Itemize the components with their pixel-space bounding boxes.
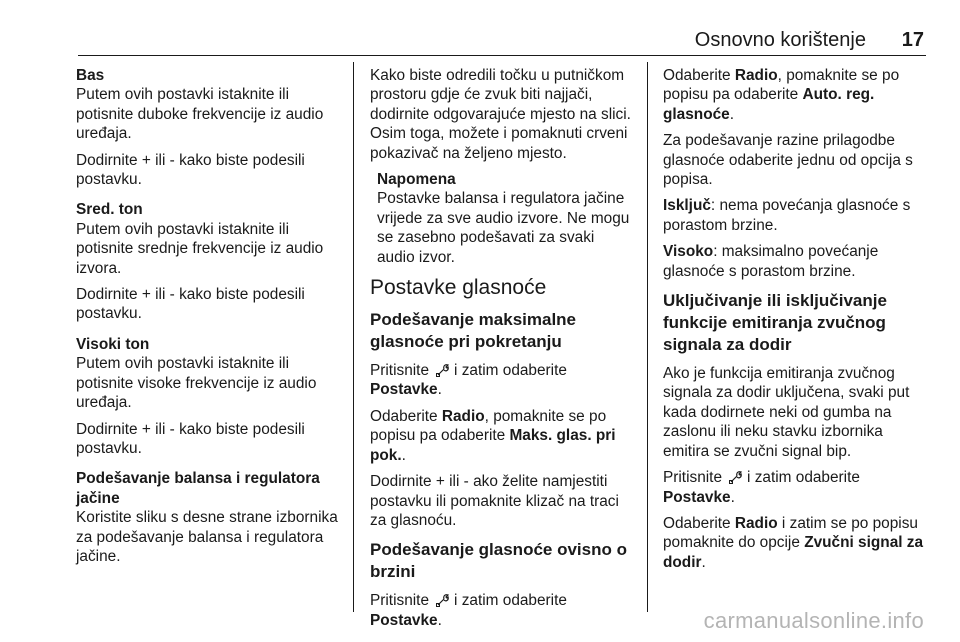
touch-select-instruction: Odaberite Radio i zatim se po popisu pomaknite do opcije Zvučni signal za dodir. bbox=[663, 514, 924, 571]
max-select-instruction: Odaberite Radio, pomaknite se po popisu pa odaberite Maks. glas. pri pok.. bbox=[370, 407, 616, 464]
column-divider-1 bbox=[353, 62, 354, 612]
speed-volume-title: Podešavanje glasnoće ovisno o brzini bbox=[370, 540, 627, 582]
page-title: Osnovno korištenje bbox=[694, 29, 866, 51]
column-1 bbox=[76, 66, 338, 573]
option-off: Isključ: nema povećanja glasnoće s porastom brzine. bbox=[663, 197, 911, 234]
option-high: Visoko: maksimalno povećanje glasnoće s porastom brzine. bbox=[663, 243, 879, 280]
radio-term: Radio bbox=[734, 67, 778, 84]
max-volume-title: Podešavanje maksimalne glasnoće pri pokretanju bbox=[370, 310, 577, 352]
balance-text: Koristite sliku s desne strane izbornika za podešavanje balansa i regulatora jačine. bbox=[76, 509, 338, 565]
treble-adjust-text: Dodirnite + ili - kako biste podesili postavku. bbox=[76, 420, 305, 457]
watermark: carmanualsonline.info bbox=[703, 608, 924, 633]
settings-term: Postavke bbox=[663, 488, 731, 506]
settings-term: Postavke bbox=[370, 611, 438, 629]
balance-intro-text: Kako biste odredili točku u putničkom prostoru gdje će zvuk biti najjači, dodirnite odgovarajuće mjesto na slici. Osim toga, možete i pomaknuti crveni pokazivač na željeno mjesto. bbox=[370, 67, 631, 162]
settings-term: Postavke bbox=[370, 381, 438, 399]
note-box bbox=[377, 170, 634, 267]
header-rule bbox=[78, 55, 926, 56]
radio-term: Radio bbox=[734, 514, 778, 532]
off-term: Isključ bbox=[663, 197, 711, 215]
speed-select-instruction: Odaberite Radio, pomaknite se po popisu pa odaberite Auto. reg. glasnoće. bbox=[663, 67, 900, 123]
page-number: 17 bbox=[901, 29, 924, 51]
bass-title: Bas bbox=[76, 67, 105, 84]
note-title: Napomena bbox=[377, 171, 456, 189]
settings-key-icon bbox=[436, 363, 449, 377]
page-header bbox=[78, 28, 926, 54]
touch-beep-item: Zvučni signal za dodir bbox=[663, 534, 924, 571]
speed-options-text: Za podešavanje razine prilagodbe glasnoće odaberite jednu od opcija s popisa. bbox=[663, 132, 913, 189]
balance-title: Podešavanje balansa i regulatora jačine bbox=[76, 470, 320, 507]
speed-press-instruction: Pritisnite i zatim odaberite Postavke. bbox=[370, 592, 567, 629]
max-press-instruction: Pritisnite i zatim odaberite Postavke. bbox=[370, 362, 567, 399]
bass-text: Putem ovih postavki istaknite ili potisnite duboke frekvencije iz audio uređaja. bbox=[76, 86, 324, 143]
settings-key-icon bbox=[436, 593, 449, 607]
mid-title: Sred. ton bbox=[76, 201, 143, 219]
touch-beep-title: Uključivanje ili isključivanje funkcije emitiranja zvučnog signala za dodir bbox=[663, 291, 887, 355]
section-title-volume-settings: Postavke glasnoće bbox=[370, 276, 547, 300]
high-term: Visoko bbox=[663, 243, 714, 261]
treble-text: Putem ovih postavki istaknite ili potisnite visoke frekvencije iz audio uređaja. bbox=[76, 355, 317, 412]
note-text: Postavke balansa i regulatora jačine vrijede za sve audio izvore. Ne mogu se zasebno podešavati za svaki audio izvor. bbox=[377, 190, 630, 266]
max-adjust-text: Dodirnite + ili - ako želite namjestiti postavku ili pomaknite klizač na traci za glasnoću. bbox=[370, 473, 619, 529]
column-divider-2 bbox=[647, 62, 648, 612]
mid-text: Putem ovih postavki istaknite ili potisnite srednje frekvencije iz audio izvora. bbox=[76, 220, 324, 277]
treble-title: Visoki ton bbox=[76, 335, 150, 353]
touch-beep-text: Ako je funkcija emitiranja zvučnog signala za dodir uključena, svaki put kada dodirnete neki od gumba na zaslonu ili neku stavku izbornika emitira se zvučni signal bip. bbox=[663, 365, 910, 460]
radio-term: Radio bbox=[441, 407, 485, 425]
touch-press-instruction: Pritisnite i zatim odaberite Postavke. bbox=[663, 469, 860, 506]
mid-adjust-text: Dodirnite + ili - kako biste podesili postavku. bbox=[76, 286, 305, 323]
max-volume-item: Maks. glas. pri pok. bbox=[370, 427, 616, 464]
column-2 bbox=[370, 66, 634, 637]
settings-key-icon bbox=[729, 470, 742, 484]
column-3 bbox=[663, 66, 929, 579]
bass-adjust-text: Dodirnite + ili - kako biste podesili postavku. bbox=[76, 151, 305, 189]
auto-volume-item: Auto. reg. glasnoće bbox=[663, 86, 875, 123]
